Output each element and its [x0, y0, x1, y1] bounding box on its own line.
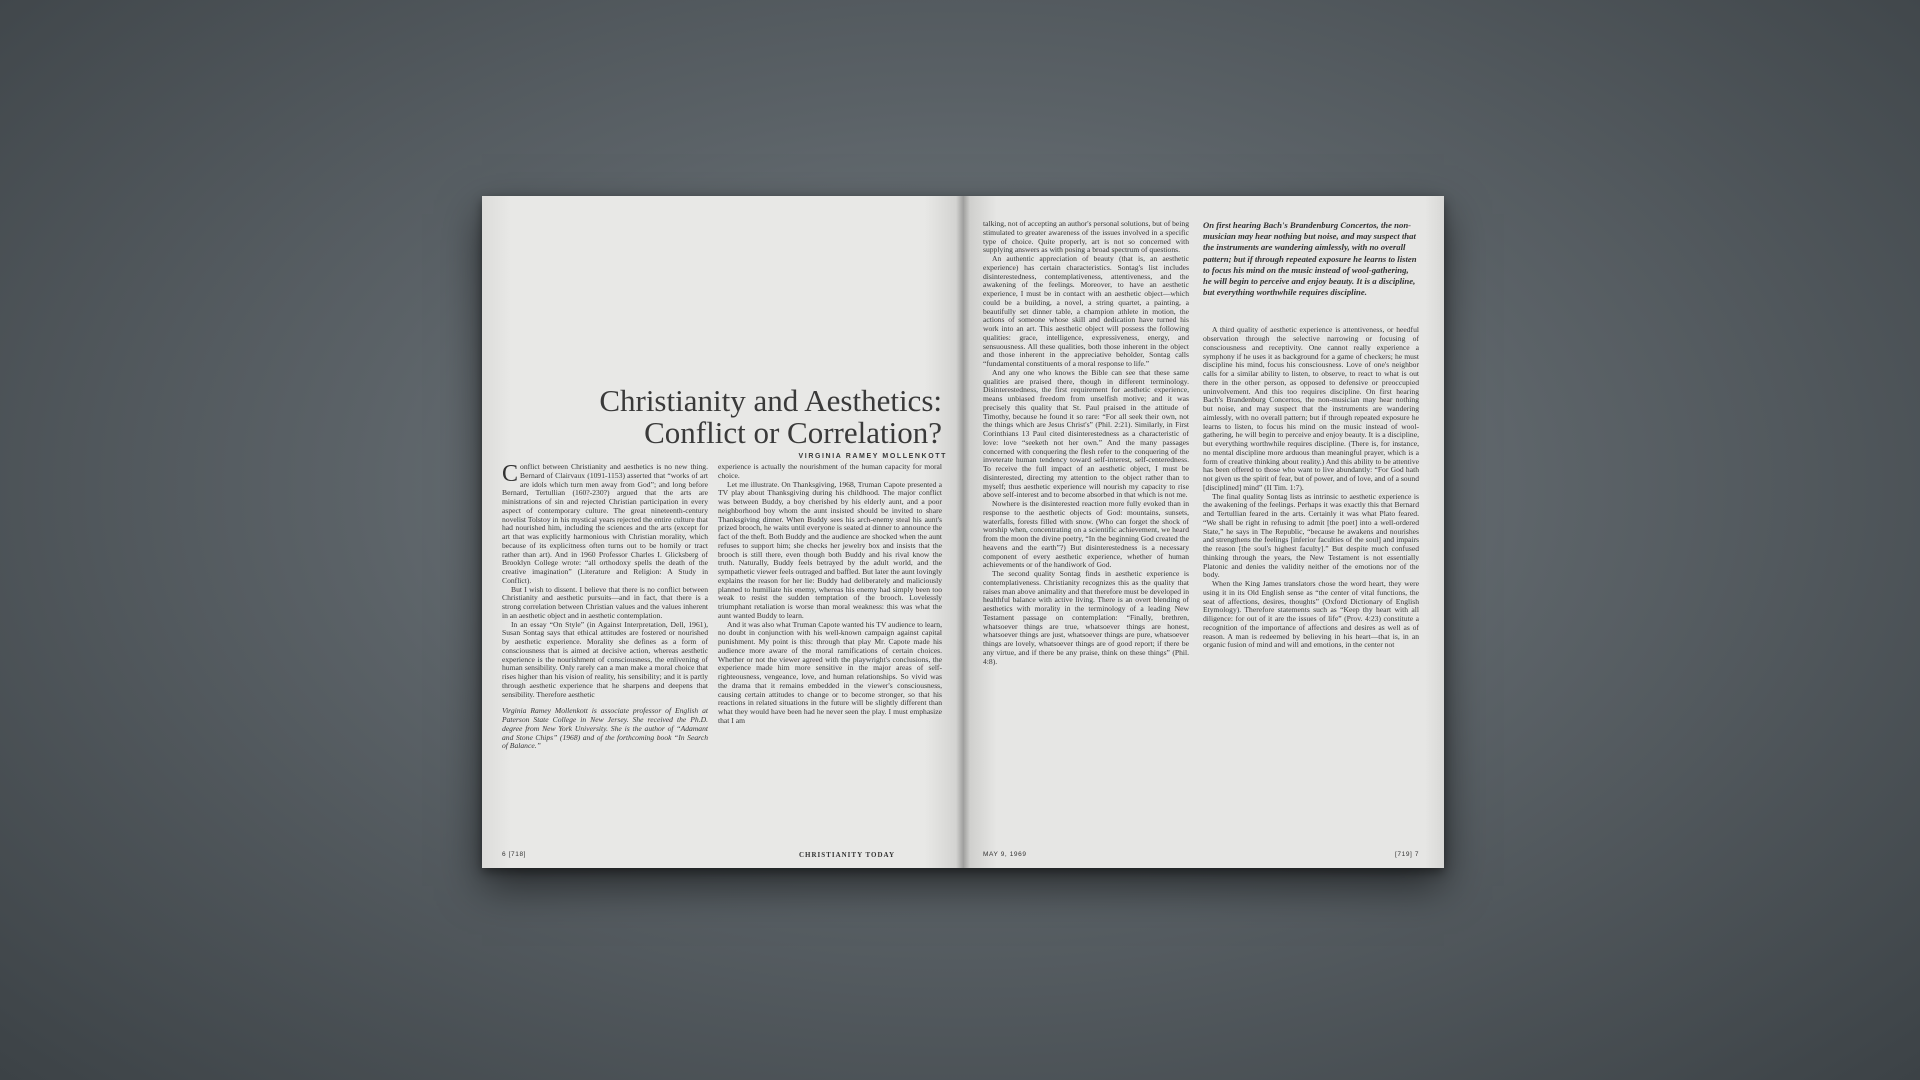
article-paragraph: And it was also what Truman Capote wanted his TV audience to learn, no doubt in conjunction with his well-known campaign against capital punishment. My point is this: through that play Mr. Capote made his audience more aware of the moral ramifications of certain choices. Whether or not the viewer agreed with the playwright's conclusions, the experience made him more sensitive in the major areas of self-righteousness, vengeance, love, and human relationships. So vivid was the drama that it remains embedded in the viewer's consciousness, causing certain attitudes to change or to become stronger, so that his reactions in related situations in the future will be slightly different than what they would have been had he never seen the play. I must emphasize that I am: [718, 619, 942, 725]
article-paragraph: The final quality Sontag lists as intrinsic to aesthetic experience is the awakening of the feelings. Perhaps it was exactly this that Bernard and Tertullian feared in the arts. Certainly it was what Plato feared. “We shall be right in refusing to admit [the poet] into a well-ordered State,” he says in The Republic, “because he awakens and nourishes and strengthens the feelings [inferior faculties of the soul] and impairs the reason [the soul's highest faculty].” But despite much confused thinking through the years, the New Testament is not essentially Platonic and denies the validity neither of the emotions nor of the body.: [1203, 491, 1419, 580]
article-paragraph: In an essay “On Style” (in Against Interpretation, Dell, 1961), Susan Sontag says that ethical attitudes are fostered or nourished by aesthetic experience. Morality she defines as a form of consciousness that is aimed at decisive action, whereas aesthetic experience is the nourishment of consciousness, the enlivening of human sensibility. Only rarely can a man make a moral choice that rises higher than his vision of reality, his sensibility; and it is partly through aesthetic experience that he sharpens and deepens that sensibility. Therefore aesthetic: [502, 619, 708, 699]
article-paragraph: When the King James translators chose the word heart, they were using it in its Old English sense as “the center of vital functions, the seat of affections, desires, thoughts” (Oxford Dictionary of English Etymology). Therefore statements such as “Keep thy heart with all diligence: for out of it are the issues of life” (Prov. 4:23) constitute a recognition of the importance of affections and desires as well as of reason. A man is redeemed by believing in his heart—that is, in an organic fusion of mind and will and emotions, in the center not: [1203, 579, 1419, 650]
article-paragraph: Let me illustrate. On Thanksgiving, 1968, Truman Capote presented a TV play about Thanksgiving during his childhood. The major conflict was between Buddy, a boy cherished by his elderly aunt, and a poor neighborhood boy whom the aunt insisted should be invited to share Thanksgiving dinner. When Buddy sees his arch-enemy steal his aunt's prized brooch, he waits until everyone is seated at dinner to announce the fact of the theft. Both Buddy and the audience are shocked when the aunt refuses to support him; she checks her jewelry box and insists that the brooch is still there, even though both Buddy and his rival know the truth. Naturally, Buddy feels betrayed by the adult world, and the sympathetic viewer feels outraged and baffled. But later the aunt lovingly explains the reason for her lie: Buddy had deliberately and maliciously planned to humiliate his enemy, whereas his enemy had simply been too weak to resist the sudden temptation of the brooch. Lovelessly triumphant retaliation is worse than moral weakness: this was what the aunt wanted Buddy to learn.: [718, 479, 942, 620]
magazine-spread: [482, 196, 1444, 868]
article-paragraph: But I wish to dissent. I believe that there is no conflict between Christianity and aesthetic pursuits—and in fact, that there is a strong correlation between Christian values and the values inherent in an aesthetic object and in aesthetic contemplation.: [502, 584, 708, 620]
right-page-column-1: [983, 220, 1189, 840]
article-paragraph: talking, not of accepting an author's personal solutions, but of being stimulated to greater awareness of the issues involved in a specific type of choice. Quite properly, art is not so concerned with supplying answers as with posing a broad spectrum of questions.: [983, 220, 1189, 255]
article-paragraph: The second quality Sontag finds in aesthetic experience is contemplativeness. Christianity recognizes this as the quality that raises man above animality and that therefore must be developed in healthful balance with active living. There is an overt blending of aesthetics with morality in the terminology of a leading New Testament passage on contemplation: “Finally, brethren, whatsoever things are true, whatsoever things are honest, whatsoever things are just, whatsoever things are pure, whatsoever things are lovely, whatsoever things are of good report; if there be any virtue, and if there be any praise, think on these things” (Phil. 4:8).: [983, 569, 1189, 666]
article-paragraph: An authentic appreciation of beauty (that is, an aesthetic experience) has certain characteristics. Sontag's list includes disinterestedness, contemplativeness, attentiveness, and the awakening of the feelings. Moreover, to have an aesthetic experience, I must be in contact with an aesthetic object—which could be a building, a novel, a string quartet, a painting, a beautifully set dinner table, a champion athlete in motion, the actions of someone whose skill and dedication have turned his work into an art. This aesthetic object will possess the following qualities: grace, intelligence, expressiveness, energy, and sensuousness. All these qualities, both those inherent in the object and those inherent in the appreciative beholder, Sontag calls “fundamental constituents of a moral response to life.”: [983, 254, 1189, 368]
left-page-column-2: [718, 463, 942, 843]
magazine-name: CHRISTIANITY TODAY: [799, 851, 895, 859]
article-title-line-2: Conflict or Correlation?: [644, 415, 942, 450]
author-bio: Virginia Ramey Mollenkott is associate professor of English at Paterson State College in New Jersey. She received the Ph.D. degree from New York University. She is the author of “Adamant and Stone Chips” (1968) and of the forthcoming book “In Search of Balance.”: [502, 706, 708, 751]
article-paragraph: And any one who knows the Bible can see that these same qualities are praised there, though in different terminology. Disinterestedness, the first requirement for aesthetic experience, means unbiased freedom from unselfish motive; and it was precisely this quality that St. Paul praised in the attitude of Timothy, because he found it so rare: “For all seek their own, not the things which are Jesus Christ's” (Phil. 2:21). Similarly, in First Corinthians 13 Paul cited disinterestedness as a characteristic of love: love “seeketh not her own.” And the many passages concerned with conquering the flesh refer to the conquering of the inveterate human tendency toward self-interest, self-centeredness. To receive the full impact of an aesthetic object, I must be disinterested, directing my attention to the object rather than to myself; thus aesthetic experience will nourish my capacity to rise above self-interest and to become absorbed in that which is not me.: [983, 367, 1189, 500]
drop-cap: C: [502, 463, 519, 487]
article-paragraph: Nowhere is the disinterested reaction more fully evoked than in response to the aesthetic objects of God: mountains, sunsets, waterfalls, forests filled with snow. (Who can forget the shock of worship when, concentrating on a scientific achievement, we heard from the moon the divine poetry, “In the beginning God created the heavens and the earth”?) But disinterestedness is a necessary component of every aesthetic experience, whether of human achievements or of the handiwork of God.: [983, 499, 1189, 570]
page-number-left: 6 [718]: [502, 851, 527, 858]
article-paragraph: experience is actually the nourishment of the human capacity for moral choice.: [718, 463, 942, 480]
pull-quote: On first hearing Bach's Brandenburg Concertos, the non-musician may hear nothing but noise, and may suspect that the instruments are wandering aimlessly, with no overall pattern; but if through repeated exposure he learns to listen to focus his mind on the music instead of wool-gathering, he will begin to perceive and enjoy beauty. It is a discipline, but everything worthwhile requires discipline.: [1203, 220, 1417, 298]
left-page: [482, 196, 963, 868]
author-byline: VIRGINIA RAMEY MOLLENKOTT: [798, 453, 947, 460]
article-paragraph: A third quality of aesthetic experience is attentiveness, or heedful observation through the selective narrowing or focusing of consciousness and receptivity. One cannot really experience a symphony if he uses it as background for a game of checkers; he must discipline his mind, focus his consciousness. Love of one's neighbor calls for a similar ability to listen, to observe, to react to what is out there in the other person, as opposed to defensive or preoccupied uninvolvement. And this too requires discipline. On first hearing Bach's Brandenburg Concertos, the non-musician may hear nothing but noise, and may suspect that the instruments are wandering aimlessly, with no overall pattern; but if through repeated exposure he learns to listen, to focus his mind on the music instead of wool-gathering, he will begin to perceive and enjoy beauty. It is a discipline, but everything worthwhile requires discipline. (There is, for instance, no mental discipline more arduous than meaningful prayer, which is a form of creative thinking about reality.) And this ability to be attentive has been offered to those who want to live abundantly: “For God hath not given us the spirit of fear, but of power, and of love, and of a sound [disciplined] mind” (II Tim. 1:7).: [1203, 325, 1419, 492]
right-page-column-2: [1203, 220, 1419, 840]
right-page: [963, 196, 1444, 868]
article-paragraph: Conflict between Christianity and aesthetics is no new thing. Bernard of Clairvaux (1091-1153) asserted that “works of art are idols which turn men away from God”; and long before Bernard, Tertullian (160?-230?) argued that the arts are ministrations of sin and rejected Christian participation in every aspect of contemporary culture. The great nineteenth-century novelist Tolstoy in his mystical years rejected the entire culture that had nourished him, including the sciences and the arts (except for art that was explicitly harmonious with Christian morality, which because of its explicitness often turns out to be homily or tract rather than art). And in 1960 Professor Charles I. Glicksberg of Brooklyn College wrote: “all orthodoxy spells the death of the creative imagination” (Literature and Religion: A Study in Conflict).: [502, 463, 708, 585]
article-title-line-1: Christianity and Aesthetics:: [599, 383, 942, 418]
page-number-right: [719] 7: [1395, 851, 1420, 858]
issue-date: MAY 9, 1969: [983, 851, 1027, 858]
left-page-column-1: [502, 463, 708, 828]
